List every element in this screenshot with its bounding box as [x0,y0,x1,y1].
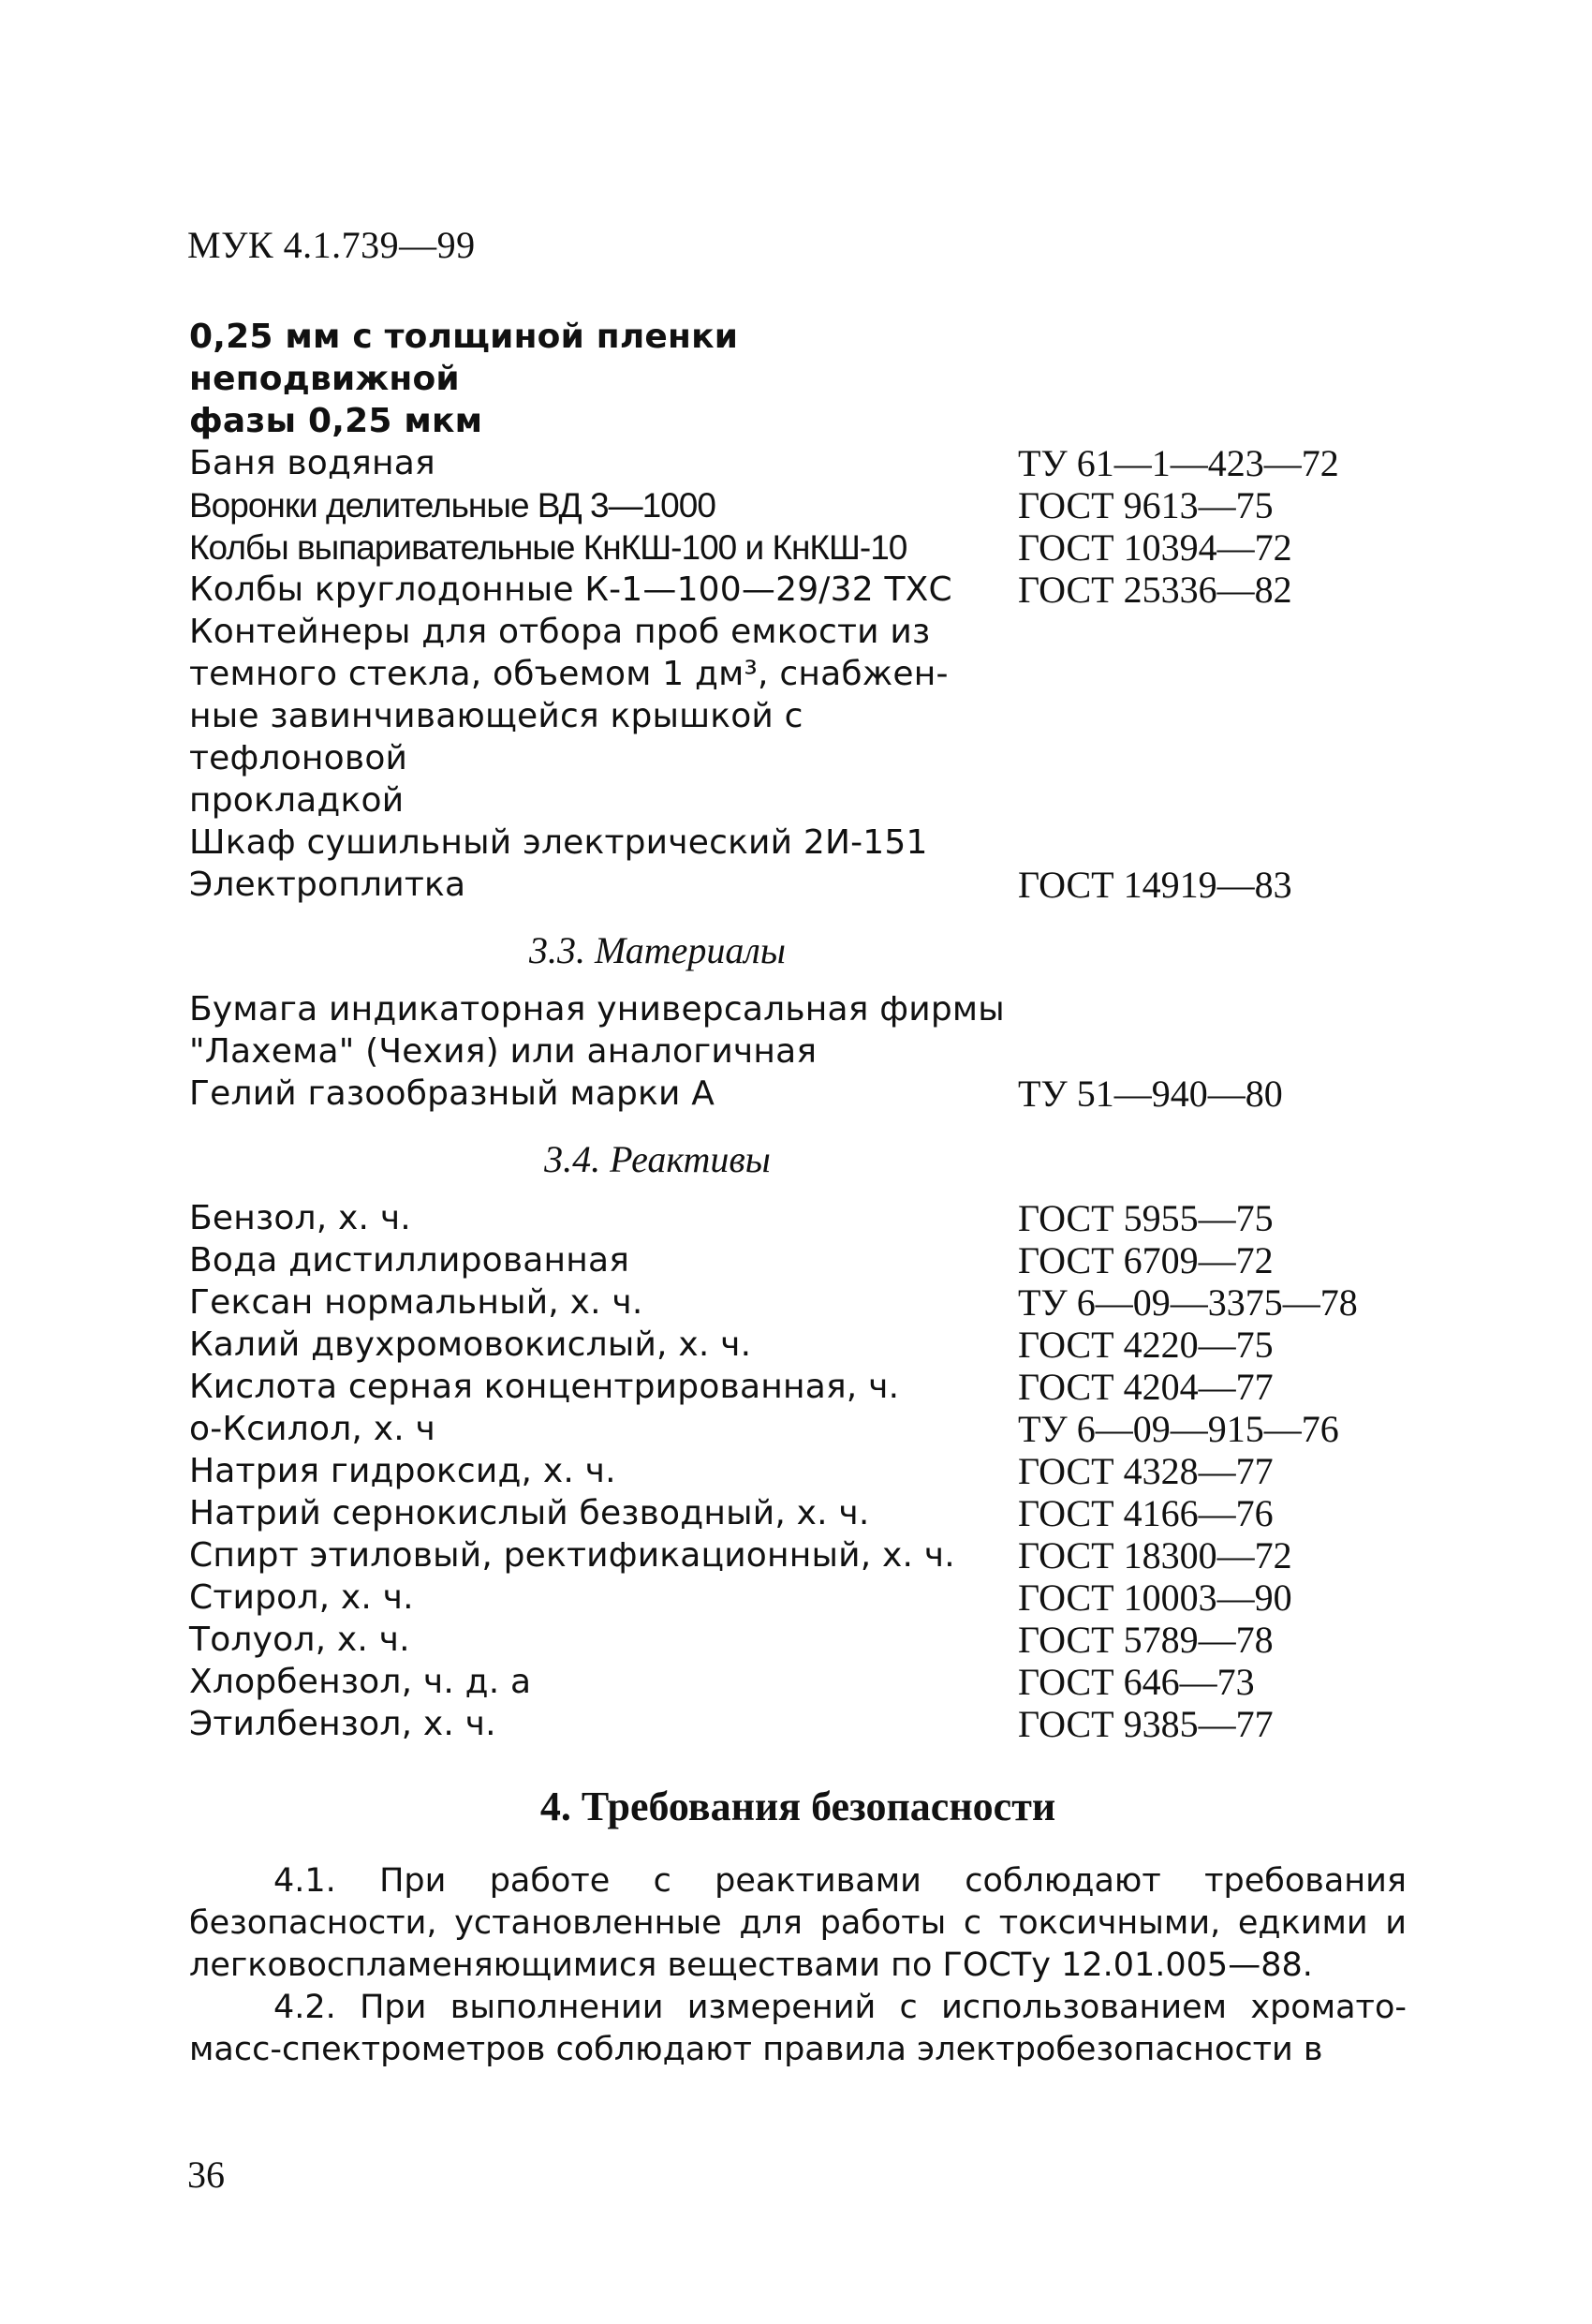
reagent-standard: ГОСТ 4166—76 [1018,1492,1274,1534]
equipment-row [189,484,1425,526]
equipment-name: фазы 0,25 мкм [189,402,483,440]
reagent-name: Стирол, х. ч. [189,1578,414,1617]
materials-heading: 3.3. Материалы [529,929,786,971]
materials-list [189,988,1425,1115]
reagent-standard: ГОСТ 4328—77 [1018,1450,1274,1492]
reagent-name: Натрия гидроксид, х. ч. [189,1452,616,1490]
equipment-name: ные завинчивающейся крышкой с тефлоновой [189,697,803,777]
equipment-standard [1018,653,1425,695]
reagent-standard: ГОСТ 4220—75 [1018,1324,1274,1366]
equipment-standard [1018,611,1425,653]
reagent-standard: ГОСТ 9385—77 [1018,1703,1274,1745]
reagent-row [189,1576,1425,1619]
safety-paragraph-2: 4.2. При выполнении измерений с использованием хромато-масс-спектрометров соблюдают правила электробезопасности в [189,1989,1407,2068]
material-standard [1018,988,1425,1030]
equipment-standard [1018,695,1425,779]
document-content [189,316,1425,2071]
equipment-standard: ТУ 61—1—423—72 [1018,442,1339,484]
equipment-standard [1018,822,1425,864]
equipment-name: Воронки делительные ВД 3—1000 [189,486,715,525]
material-standard [1018,1030,1425,1073]
equipment-name: Шкаф сушильный электрический 2И-151 [189,823,928,862]
material-row [189,988,1425,1030]
reagent-name: Спирт этиловый, ректификационный, х. ч. [189,1536,955,1575]
equipment-name: Баня водяная [189,444,435,482]
equipment-standard [1018,316,1425,400]
reagent-standard: ГОСТ 4204—77 [1018,1366,1274,1408]
equipment-row [189,526,1425,569]
page-number: 36 [187,2154,225,2196]
equipment-row [189,653,1425,695]
reagent-name: Бензол, х. ч. [189,1199,411,1237]
equipment-name: Колбы круглодонные К-1—100—29/32 ТХС [189,570,952,609]
document-code-header: МУК 4.1.739—99 [187,224,476,266]
reagent-row [189,1197,1425,1239]
reagent-row [189,1534,1425,1576]
equipment-row [189,400,1425,442]
material-name: "Лахема" (Чехия) или аналогичная [189,1032,818,1071]
equipment-row [189,864,1425,906]
equipment-name: Электроплитка [189,866,466,904]
equipment-name: темного стекла, объемом 1 дм³, снабжен- [189,655,949,693]
material-row [189,1073,1425,1115]
reagent-row [189,1492,1425,1534]
reagent-row [189,1408,1425,1450]
reagent-row [189,1239,1425,1281]
material-name: Бумага индикаторная универсальная фирмы [189,990,1005,1029]
equipment-standard: ГОСТ 14919—83 [1018,864,1292,906]
equipment-row [189,442,1425,484]
equipment-row [189,779,1425,822]
reagent-name: Хлорбензол, ч. д. а [189,1663,532,1701]
reagent-standard: ГОСТ 18300—72 [1018,1534,1292,1576]
equipment-name: Контейнеры для отбора проб емкости из [189,613,931,651]
reagent-row [189,1450,1425,1492]
reagent-name: Калий двухромовокислый, х. ч. [189,1325,752,1364]
reagent-standard: ГОСТ 5789—78 [1018,1619,1274,1661]
equipment-name: прокладкой [189,781,405,820]
equipment-standard [1018,400,1425,442]
reagent-name: Гексан нормальный, х. ч. [189,1283,643,1322]
safety-paragraph-1: 4.1. При работе с реактивами соблюдают требования безопасности, установленные для работы с токсичными, едкими и легковоспламеняющимися веществами по ГОСТу 12.01.005—88. [189,1862,1407,1984]
reagent-row [189,1661,1425,1703]
equipment-standard [1018,779,1425,822]
reagents-heading: 3.4. Реактивы [544,1138,771,1180]
reagent-name: о-Ксилол, х. ч [189,1410,435,1448]
material-name: Гелий газообразный марки А [189,1074,715,1113]
equipment-name: Колбы выпаривательные КнКШ-100 и КнКШ-10 [189,528,907,567]
equipment-standard: ГОСТ 25336—82 [1018,569,1292,611]
reagent-row [189,1619,1425,1661]
reagent-standard: ГОСТ 5955—75 [1018,1197,1274,1239]
reagent-standard: ГОСТ 6709—72 [1018,1239,1274,1281]
reagent-name: Вода дистиллированная [189,1241,630,1280]
equipment-row [189,611,1425,653]
material-standard: ТУ 51—940—80 [1018,1073,1283,1115]
reagent-standard: ГОСТ 646—73 [1018,1661,1255,1703]
reagents-list [189,1197,1425,1745]
reagent-standard: ТУ 6—09—3375—78 [1018,1281,1358,1324]
reagent-name: Толуол, х. ч. [189,1621,410,1659]
equipment-row [189,822,1425,864]
material-row [189,1030,1425,1073]
reagent-row [189,1324,1425,1366]
equipment-row [189,569,1425,611]
safety-section-title: 4. Требования безопасности [539,1784,1056,1829]
reagent-row [189,1366,1425,1408]
reagent-name: Этилбензол, х. ч. [189,1705,496,1743]
equipment-standard: ГОСТ 9613—75 [1018,484,1274,526]
equipment-name: 0,25 мм с толщиной пленки неподвижной [189,318,739,398]
reagent-row [189,1703,1425,1745]
equipment-list [189,316,1425,906]
reagent-name: Кислота серная концентрированная, ч. [189,1368,900,1406]
equipment-row [189,316,1425,400]
equipment-row [189,695,1425,779]
reagent-standard: ТУ 6—09—915—76 [1018,1408,1339,1450]
reagent-name: Натрий сернокислый безводный, х. ч. [189,1494,870,1532]
reagent-row [189,1281,1425,1324]
reagent-standard: ГОСТ 10003—90 [1018,1576,1292,1619]
equipment-standard: ГОСТ 10394—72 [1018,526,1292,569]
